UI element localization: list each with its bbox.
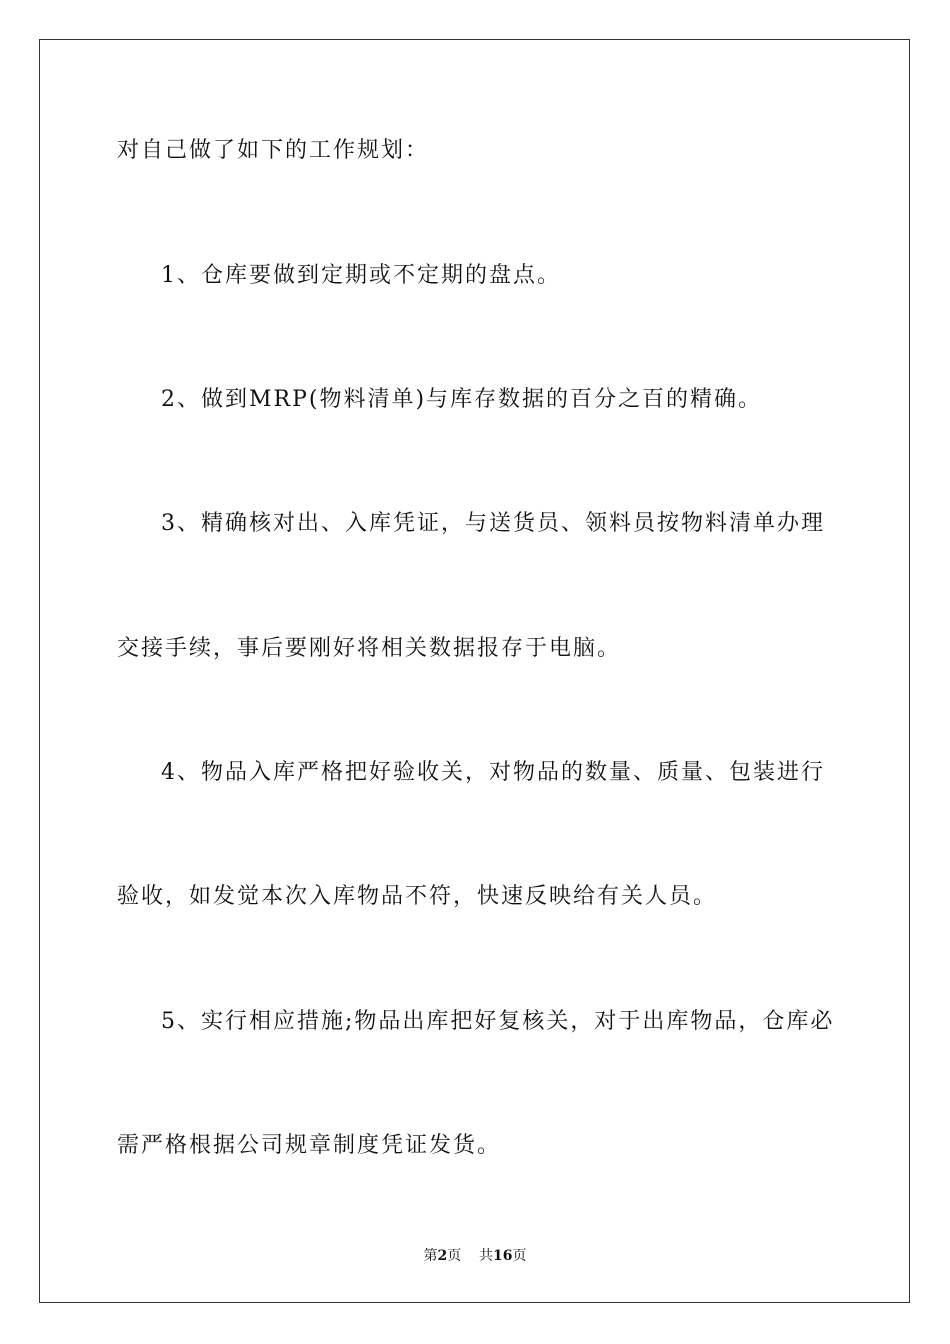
footer-total-suffix: 页	[512, 1248, 527, 1264]
document-line-item-3-cont: 交接手续，事后要刚好将相关数据报存于电脑。	[117, 636, 622, 661]
document-line-intro: 对自己做了如下的工作规划：	[117, 138, 430, 163]
footer-page-number: 2	[437, 1248, 448, 1264]
document-line-item-5: 5、实行相应措施;物品出库把好复核关，对于出库物品，仓库必	[161, 1009, 835, 1034]
document-line-item-1: 1、仓库要做到定期或不定期的盘点。	[161, 263, 561, 288]
document-line-item-5-cont: 需严格根据公司规章制度凭证发货。	[117, 1133, 502, 1158]
document-line-item-2: 2、做到MRP(物料清单)与库存数据的百分之百的精确。	[161, 387, 763, 412]
page-footer	[0, 1247, 950, 1265]
document-line-item-3: 3、精确核对出、入库凭证，与送货员、领料员按物料清单办理	[161, 511, 825, 536]
footer-page-prefix: 第	[423, 1248, 438, 1264]
document-line-item-4: 4、物品入库严格把好验收关，对物品的数量、质量、包装进行	[161, 760, 825, 785]
page-border	[39, 39, 910, 1303]
document-line-item-4-cont: 验收，如发觉本次入库物品不符，快速反映给有关人员。	[117, 884, 718, 909]
footer-page-suffix: 页	[447, 1248, 462, 1264]
footer-total-pages: 16	[493, 1248, 513, 1264]
footer-total-prefix: 共	[479, 1248, 494, 1264]
